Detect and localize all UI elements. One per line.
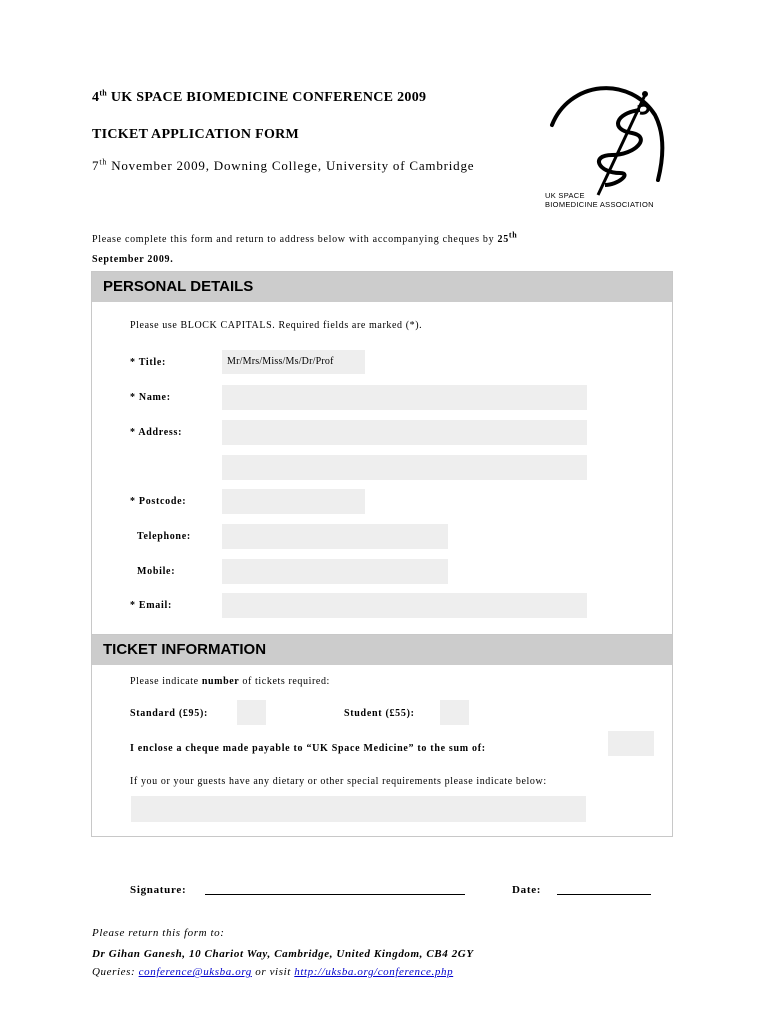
return-instruction: Please return this form to: [92,927,225,939]
postcode-label: * Postcode: [130,496,187,507]
name-field[interactable] [222,385,587,410]
website-link[interactable]: http://uksba.org/conference.php [294,966,454,978]
dietary-requirements-label: If you or your guests have any dietary or other special requirements please indicate below: [130,776,547,787]
return-address: Dr Gihan Ganesh, 10 Chariot Way, Cambridge, United Kingdom, CB4 2GY [92,948,474,960]
personal-details-heading: PERSONAL DETAILS [92,272,672,302]
email-field[interactable] [222,593,587,618]
signature-label: Signature: [130,884,187,896]
address-field-line2[interactable] [222,455,587,480]
queries-line: Queries: conference@uksba.org or visit http://uksba.org/conference.php [92,966,454,978]
cheque-sum-label: I enclose a cheque made payable to “UK Space Medicine” to the sum of: [130,743,486,754]
telephone-label: Telephone: [137,531,191,542]
cheque-sum-field[interactable] [608,731,654,756]
student-ticket-field[interactable] [440,700,469,725]
title-field[interactable] [222,350,365,374]
title-options: Mr/Mrs/Miss/Ms/Dr/Prof [227,356,334,367]
event-date-venue: 7th November 2009, Downing College, University of Cambridge [92,157,475,173]
standard-ticket-field[interactable] [237,700,266,725]
dietary-requirements-field[interactable] [131,796,586,822]
mobile-label: Mobile: [137,566,176,577]
address-label: * Address: [130,427,183,438]
block-capitals-note: Please use BLOCK CAPITALS. Required fields are marked (*). [130,320,423,331]
ticket-information-heading: TICKET INFORMATION [92,635,672,665]
telephone-field[interactable] [222,524,448,549]
name-label: * Name: [130,392,171,403]
email-label: * Email: [130,600,172,611]
title-label: * Title: [130,357,167,368]
standard-ticket-label: Standard (£95): [130,708,209,719]
logo-text: UK SPACE BIOMEDICINE ASSOCIATION [545,191,654,209]
form-title: TICKET APPLICATION FORM [92,127,300,142]
address-field-line1[interactable] [222,420,587,445]
postcode-field[interactable] [222,489,365,514]
intro-text: Please complete this form and return to address below with accompanying cheques by 25th September 2009. [92,230,518,265]
email-link[interactable]: conference@uksba.org [138,966,252,978]
date-label: Date: [512,884,542,896]
date-line[interactable] [557,894,651,895]
ticket-number-note: Please indicate number of tickets required: [130,676,330,687]
mobile-field[interactable] [222,559,448,584]
student-ticket-label: Student (£55): [344,708,415,719]
conference-title: 4th UK SPACE BIOMEDICINE CONFERENCE 2009 [92,88,427,105]
signature-line[interactable] [205,894,465,895]
